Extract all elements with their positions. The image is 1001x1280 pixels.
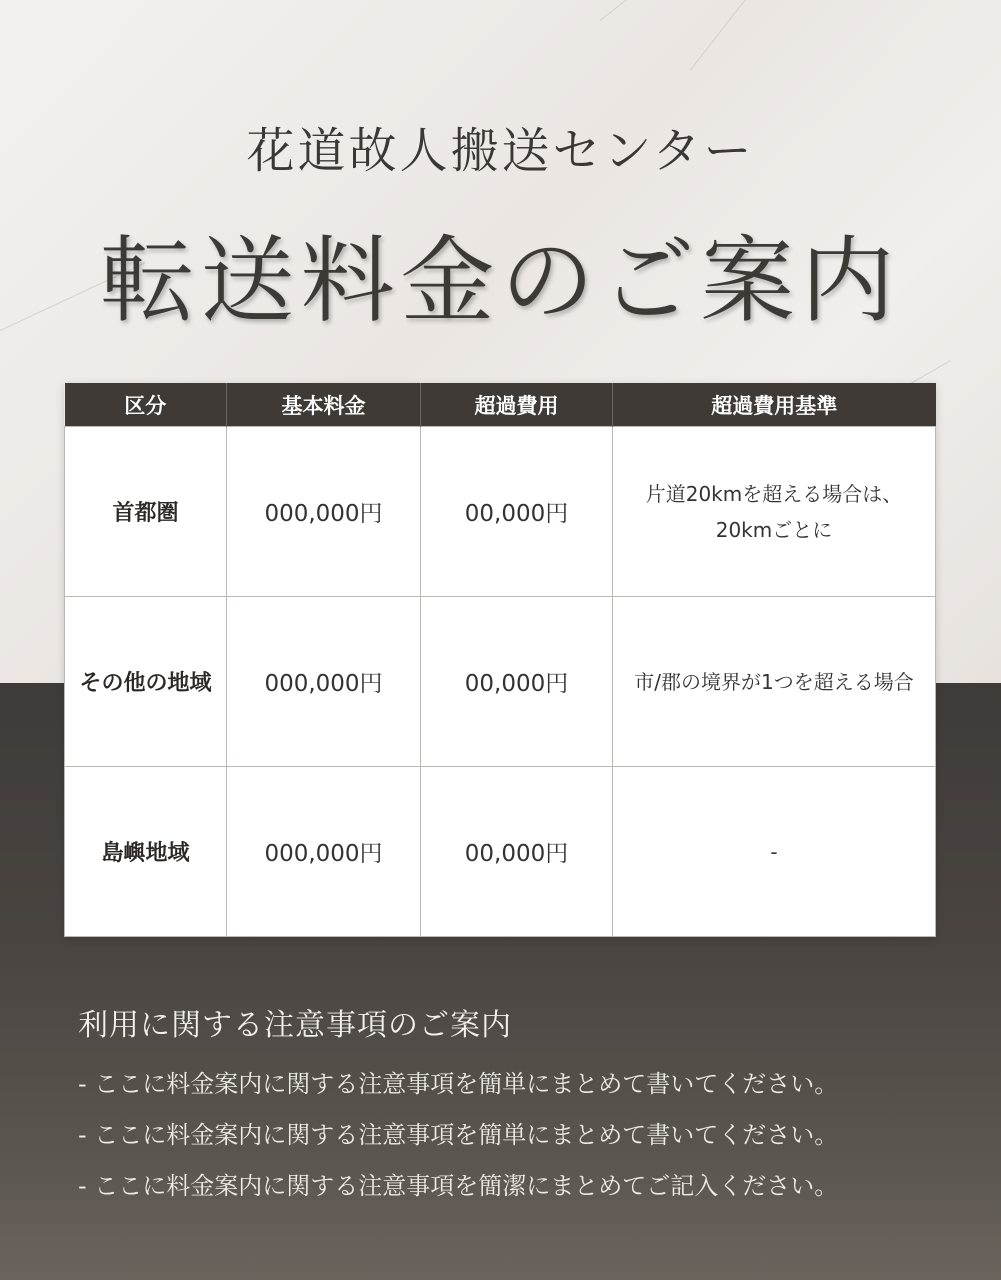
note-item: - ここに料金案内に関する注意事項を簡単にまとめて書いてください。 (78, 1121, 839, 1149)
region-cell: 島嶼地域 (65, 767, 227, 937)
table-row (65, 597, 936, 767)
page-title: 転送料金のご案内 (100, 227, 901, 336)
excess-fee-cell: 00,000円 (421, 767, 613, 937)
marble-vein (600, 0, 805, 21)
region-cell: その他の地域 (65, 597, 227, 767)
table-header-row (65, 383, 936, 427)
criteria-line: 市/郡の境界が1つを超える場合 (634, 669, 914, 694)
criteria-cell (613, 427, 936, 597)
region-cell: 首都圏 (65, 427, 227, 597)
base-fee-cell: 000,000円 (227, 427, 421, 597)
excess-fee-cell: 00,000円 (421, 597, 613, 767)
excess-fee-cell: 00,000円 (421, 427, 613, 597)
notes-title: 利用に関する注意事項のご案内 (78, 1008, 512, 1043)
column-header-base-fee: 基本料金 (227, 383, 421, 427)
criteria-line: 片道20kmを超える場合は、 (645, 481, 903, 506)
criteria-line: 20kmごとに (715, 517, 833, 542)
criteria-cell (613, 597, 936, 767)
column-header-excess-fee: 超過費用 (421, 383, 613, 427)
marble-vein (690, 0, 802, 71)
company-name: 花道故人搬送センター (246, 123, 755, 179)
column-header-excess-criteria: 超過費用基準 (613, 383, 936, 427)
price-table (64, 383, 936, 937)
table-row (65, 427, 936, 597)
note-item: - ここに料金案内に関する注意事項を簡潔にまとめてご記入ください。 (78, 1172, 839, 1200)
base-fee-cell: 000,000円 (227, 767, 421, 937)
column-header-category: 区分 (65, 383, 227, 427)
criteria-cell (613, 767, 936, 937)
table-row (65, 767, 936, 937)
criteria-line: - (770, 839, 778, 864)
base-fee-cell: 000,000円 (227, 597, 421, 767)
notes-list (78, 1062, 838, 1215)
note-item: - ここに料金案内に関する注意事項を簡単にまとめて書いてください。 (78, 1070, 839, 1098)
